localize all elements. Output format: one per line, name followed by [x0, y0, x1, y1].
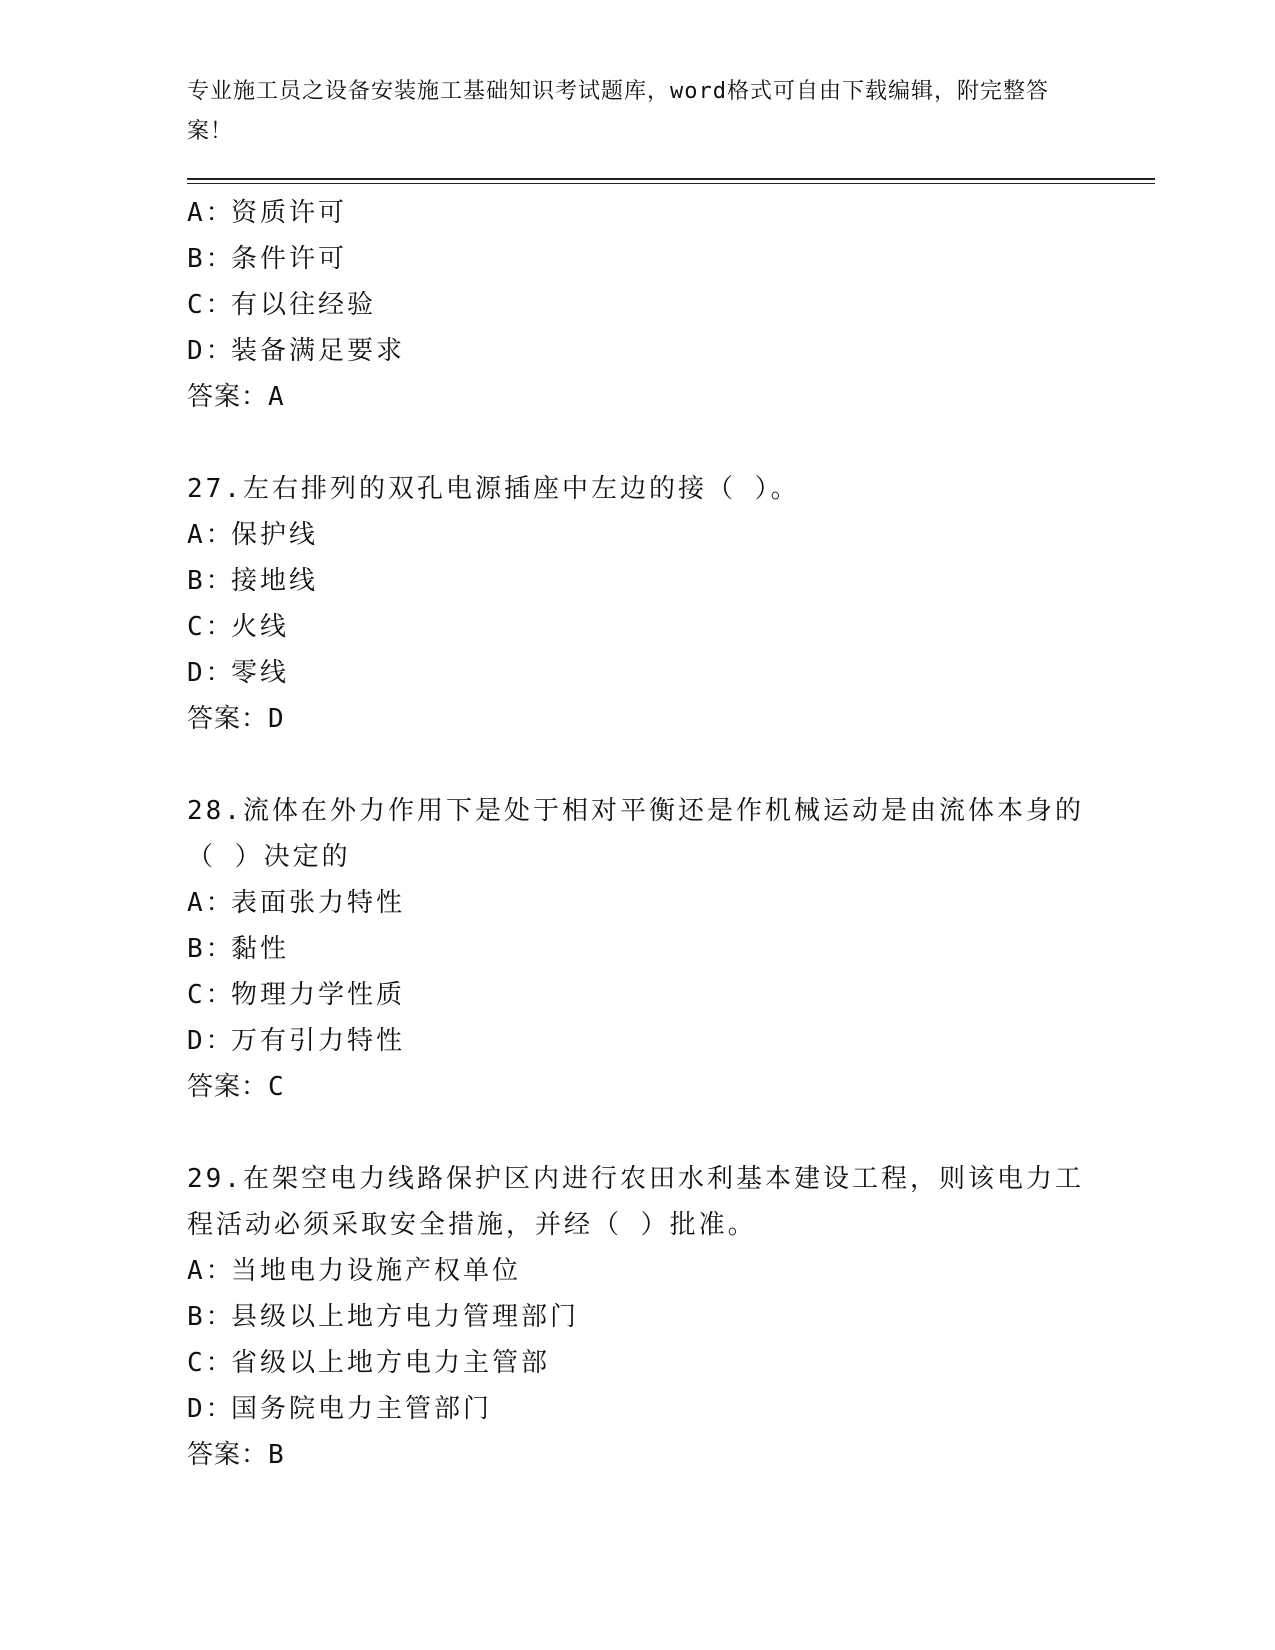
- question-stem: 27.左右排列的双孔电源插座中左边的接（ ）。: [187, 474, 800, 504]
- option-a: A：保护线: [187, 520, 319, 550]
- answer-line: 答案：D: [187, 704, 285, 734]
- option-c: C：省级以上地方电力主管部: [187, 1348, 551, 1378]
- option-b: B：黏性: [187, 934, 290, 964]
- option-b: B：条件许可: [187, 244, 348, 274]
- option-b: B：县级以上地方电力管理部门: [187, 1302, 580, 1332]
- option-a: A：当地电力设施产权单位: [187, 1256, 522, 1286]
- option-c: C：火线: [187, 612, 290, 642]
- option-c: C：物理力学性质: [187, 980, 406, 1010]
- option-a: A：资质许可: [187, 198, 348, 228]
- header-rule-thin: [187, 183, 1155, 184]
- option-a: A：表面张力特性: [187, 888, 406, 918]
- option-d: D：装备满足要求: [187, 336, 406, 366]
- question-block-prev: [187, 190, 1087, 420]
- header-rule-thick: [187, 178, 1155, 180]
- option-d: D：万有引力特性: [187, 1026, 406, 1056]
- answer-line: 答案：B: [187, 1440, 285, 1470]
- option-d: D：国务院电力主管部门: [187, 1394, 493, 1424]
- option-c: C：有以往经验: [187, 290, 377, 320]
- option-b: B：接地线: [187, 566, 319, 596]
- question-stem: 29.在架空电力线路保护区内进行农田水利基本建设工程，则该电力工程活动必须采取安全措施，并经（ ）批准。: [187, 1164, 1084, 1240]
- question-list: [187, 190, 1087, 1478]
- answer-line: 答案：C: [187, 1072, 285, 1102]
- document-header: 专业施工员之设备安装施工基础知识考试题库，word格式可自由下载编辑，附完整答案！: [187, 79, 1049, 144]
- question-stem: 28.流体在外力作用下是处于相对平衡还是作机械运动是由流体本身的（ ）决定的: [187, 796, 1084, 872]
- question-block-27: [187, 466, 1087, 742]
- option-d: D：零线: [187, 658, 290, 688]
- answer-line: 答案：A: [187, 382, 285, 412]
- question-block-29: [187, 1156, 1087, 1478]
- question-block-28: [187, 788, 1087, 1110]
